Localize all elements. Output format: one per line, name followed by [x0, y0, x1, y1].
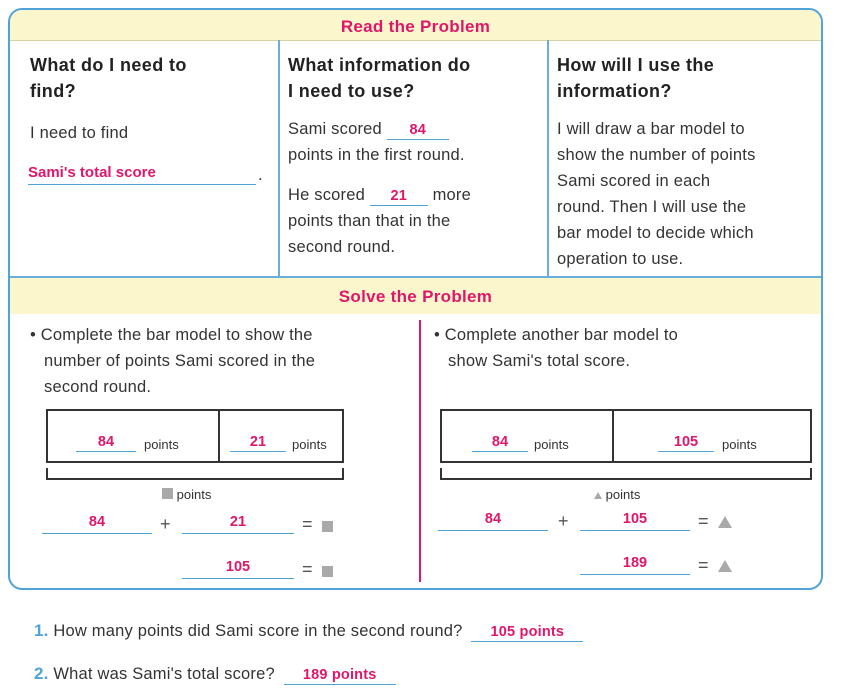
- col1-text: I need to find: [30, 124, 129, 142]
- column-divider: [547, 40, 549, 278]
- answer-2: 189 points: [302, 667, 377, 683]
- right-bar-seg1: 84 points: [442, 411, 612, 461]
- right-bar-seg2: 105 points: [614, 411, 810, 461]
- right-brace-label: points: [594, 487, 640, 502]
- col1-answer: Sami's total score: [28, 164, 156, 181]
- col3-text: I will draw a bar model to show the number of points Sami scored in each round. Then I will use the bar model to decide which operation to use.: [557, 120, 756, 268]
- col3-heading: How will I use the information?: [557, 55, 715, 101]
- left-bar-seg2: 21 points: [220, 411, 342, 461]
- left-instructions: • Complete the bar model to show the number of points Sami scored in the second round.: [30, 326, 316, 396]
- left-brace-label: points: [162, 487, 211, 502]
- col1-answer-line: [28, 164, 256, 185]
- triangle-icon: [718, 560, 732, 572]
- divider: [10, 40, 821, 41]
- question-2: 2. What was Sami's total score? 189 points: [34, 661, 396, 687]
- square-icon: [162, 488, 173, 499]
- left-bar-model: [46, 409, 344, 463]
- square-icon: [322, 521, 333, 532]
- right-brace: [440, 468, 812, 480]
- more-points-answer: 21: [390, 188, 408, 204]
- col2-heading: What information do I need to use?: [288, 55, 471, 101]
- problem-card: Read the Problem What do I need to find? I need to find Sami's total score . What information do I need to use? Sami scored 84 points in the first round. He scored 21 more points than that in the second round. How will I use the information? I will draw a bar model to show the number of points Sami scored in each round. Then I will use the bar model to decide which operation to use. Solve the Problem • Complete the bar model to show the number of points Sami scored in the second round. 84 points 21 points points 84 + 21 = 105 = • Complete another bar model to show Sami's total score. 84 points 105 points points 84 + 105 = 189 =: [8, 8, 823, 590]
- square-icon: [322, 566, 333, 577]
- solve-problem-header: Solve the Problem: [10, 278, 821, 314]
- col1-heading: What do I need to find?: [30, 55, 187, 101]
- question-1: 1. How many points did Sami score in the second round? 105 points: [34, 618, 583, 644]
- col1-period: .: [258, 166, 263, 184]
- read-problem-header: Read the Problem: [10, 10, 821, 40]
- first-round-answer: 84: [409, 122, 426, 138]
- column-divider: [278, 40, 280, 278]
- solve-divider: [419, 320, 421, 582]
- right-bar-model: [440, 409, 812, 463]
- triangle-icon: [594, 492, 602, 499]
- left-brace: [46, 468, 344, 480]
- right-instructions: • Complete another bar model to show Sami's total score.: [434, 326, 679, 370]
- col2-info: Sami scored 84 points in the first round. He scored 21 more points than that in the second round.: [288, 120, 472, 256]
- triangle-icon: [718, 516, 732, 528]
- answer-1: 105 points: [490, 624, 565, 640]
- left-bar-seg1: 84 points: [48, 411, 218, 461]
